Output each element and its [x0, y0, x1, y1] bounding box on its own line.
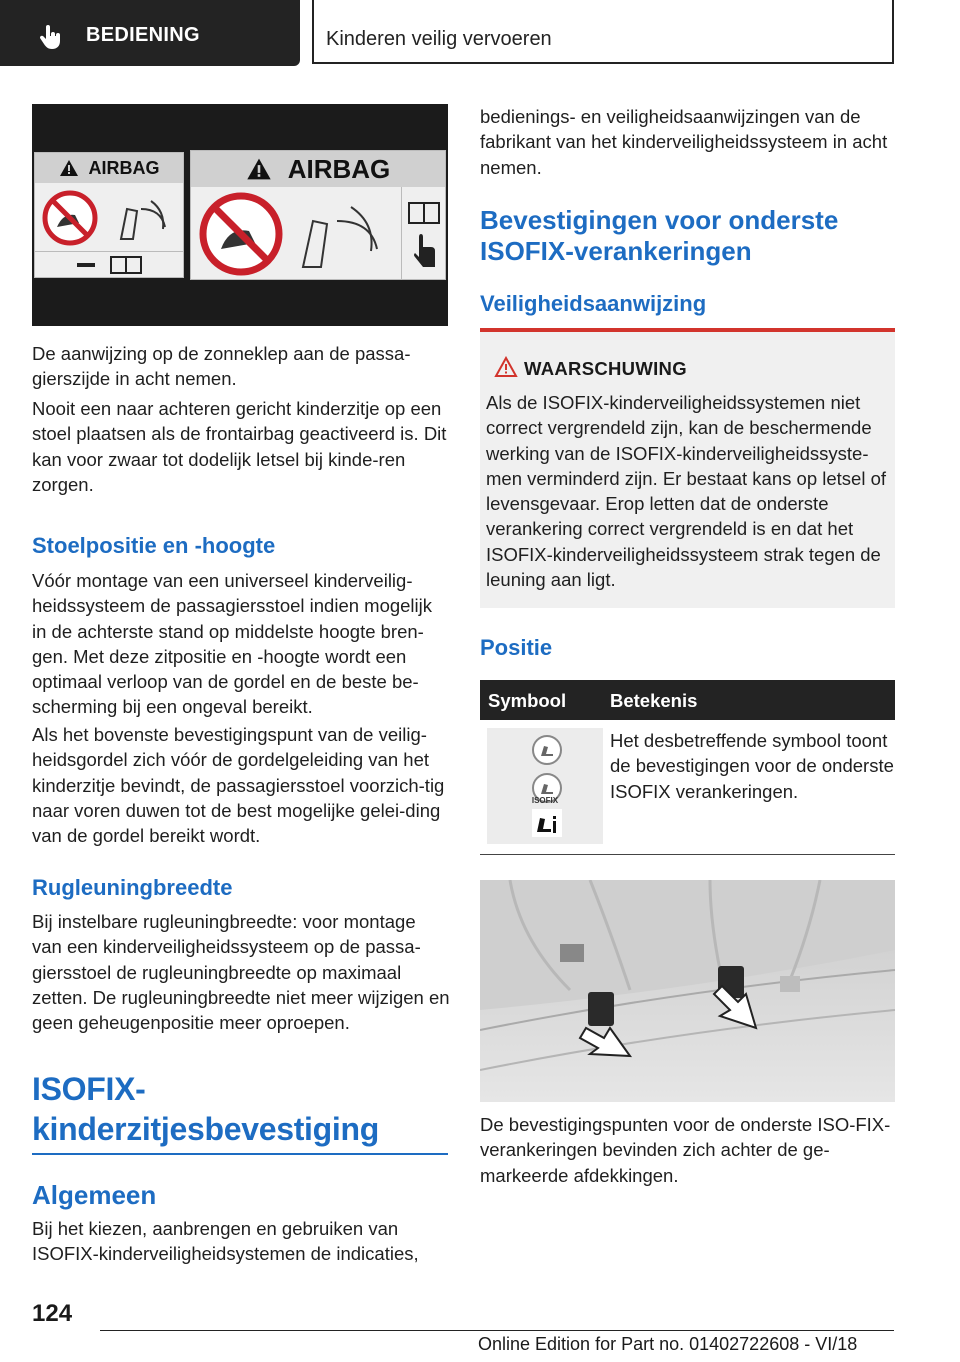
heading-rugleuningbreedte: Rugleuningbreedte — [32, 875, 233, 900]
warning-box — [480, 328, 895, 608]
heading-bevestigingen-line2: ISOFIX-verankeringen — [480, 236, 752, 266]
airbag-text: AIRBAG — [88, 157, 160, 178]
table-header-symbol: Symbool — [488, 690, 567, 711]
isofix-anchor-icon — [531, 808, 563, 838]
warning-title: WAARSCHUWING — [524, 358, 687, 379]
paragraph: Nooit een naar achteren gericht kinderzitje op een stoel plaatsen als de frontairbag geactiveerd is. Dit kan voor zwaar tot dodelijk letsel bij kinde-ren zorgen. — [32, 398, 447, 495]
photo-caption: De bevestigingspunten voor de onderste ISO-FIX-verankeringen bevinden zich achter de ge-markeerde afdekkingen. — [480, 1114, 891, 1186]
paragraph: Vóór montage van een universeel kinderveilig-heidssysteem de passagiersstoel indien mogelijk in de achterste stand op middelste hoogte bren-gen. Met deze zitpositie en -hoogte wordt een optimaal verloop van de gordel en de beste be-scherming bij een ongeval bereikt. — [32, 570, 433, 718]
pointing-hand-icon — [38, 24, 64, 50]
table-header-meaning: Betekenis — [610, 690, 698, 711]
no-rear-facing-seat-icon — [195, 191, 287, 277]
heading-veiligheidsaanwijzing: Veiligheidsaanwijzing — [480, 291, 707, 316]
table-cell-meaning: Het desbetreffende symbool toont de bevestigingen voor de onderste ISOFIX verankeringen. — [610, 730, 894, 802]
heading-bevestigingen-line1: Bevestigingen voor onderste — [480, 205, 839, 235]
warning-triangle-icon — [246, 157, 272, 181]
airbag-label-small — [34, 152, 184, 278]
airbag-deploy-icon — [111, 189, 177, 247]
paragraph: Bij instelbare rugleuningbreedte: voor montage van een kinderveiligheidssysteem op de passa-giersstoel de rugleuningbreedte op maximaal zetten. De rugleuningbreedte niet meer wijzigen en geen geheugenpositie meer oproepen. — [32, 911, 450, 1034]
page-number: 124 — [32, 1300, 73, 1327]
rear-seat-isofix-photo — [480, 880, 895, 1102]
footer-rule — [100, 1330, 894, 1331]
heading-isofix-line1: ISOFIX- — [32, 1071, 146, 1107]
paragraph: De aanwijzing op de zonneklep aan de passa-gierszijde in acht nemen. — [32, 343, 411, 390]
paragraph: bedienings- en veiligheidsaanwijzingen van de fabrikant van het kinderveiligheidssysteem in acht nemen. — [480, 106, 888, 178]
heading-isofix-line2: kinderzitjesbevestiging — [32, 1111, 379, 1147]
warning-triangle-icon — [494, 356, 518, 378]
isofix-tag: ISOFIX — [531, 796, 559, 805]
heading-positie: Positie — [480, 635, 553, 660]
paragraph: Bij het kiezen, aanbrengen en gebruiken van ISOFIX-kinderveiligheidsystemen de indicaties, — [32, 1218, 419, 1265]
isofix-seat-icon — [531, 734, 563, 766]
airbag-label-large — [190, 150, 446, 280]
chapter-title: Kinderen veilig vervoeren — [326, 28, 552, 50]
read-manual-icon — [407, 201, 441, 271]
warning-triangle-icon — [59, 159, 79, 177]
isofix-symbol-cell — [487, 728, 603, 844]
heading-stoelpositie: Stoelpositie en -hoogte — [32, 533, 276, 558]
footer-edition: Online Edition for Part no. 01402722608 - VI/18 — [478, 1334, 858, 1354]
heading-underline — [32, 1153, 448, 1155]
table-bottom-border — [480, 854, 895, 855]
no-rear-facing-seat-icon — [39, 189, 101, 247]
read-manual-icon — [75, 255, 145, 275]
airbag-deploy-icon — [291, 191, 399, 277]
airbag-label-image — [32, 104, 448, 326]
heading-algemeen: Algemeen — [32, 1180, 157, 1210]
warning-text: Als de ISOFIX-kinderveiligheidssystemen niet correct vergrendeld zijn, kan de beschermende werking van de ISOFIX-kinderveiligheidssyste-men verminderd zijn. Er bestaat kans op letsel of levensgevaar. Erop letten dat de onderste verankering correct vergrendeld is en dat het ISOFIX-kinderveiligheidssysteem strak tegen de leuning aan ligt. — [486, 392, 886, 591]
airbag-text: AIRBAG — [287, 153, 391, 184]
section-title: BEDIENING — [86, 24, 200, 46]
rear-seat-illustration — [480, 880, 895, 1102]
paragraph: Als het bovenste bevestigingspunt van de veilig-heidsgordel zich vóór de gordelgeleiding van het kinderzitje bevindt, de passagiersstoel voorzich-tig naar voren duwen tot de best mogelijke gelei-ding van de gordel bereikt wordt. — [32, 724, 445, 847]
